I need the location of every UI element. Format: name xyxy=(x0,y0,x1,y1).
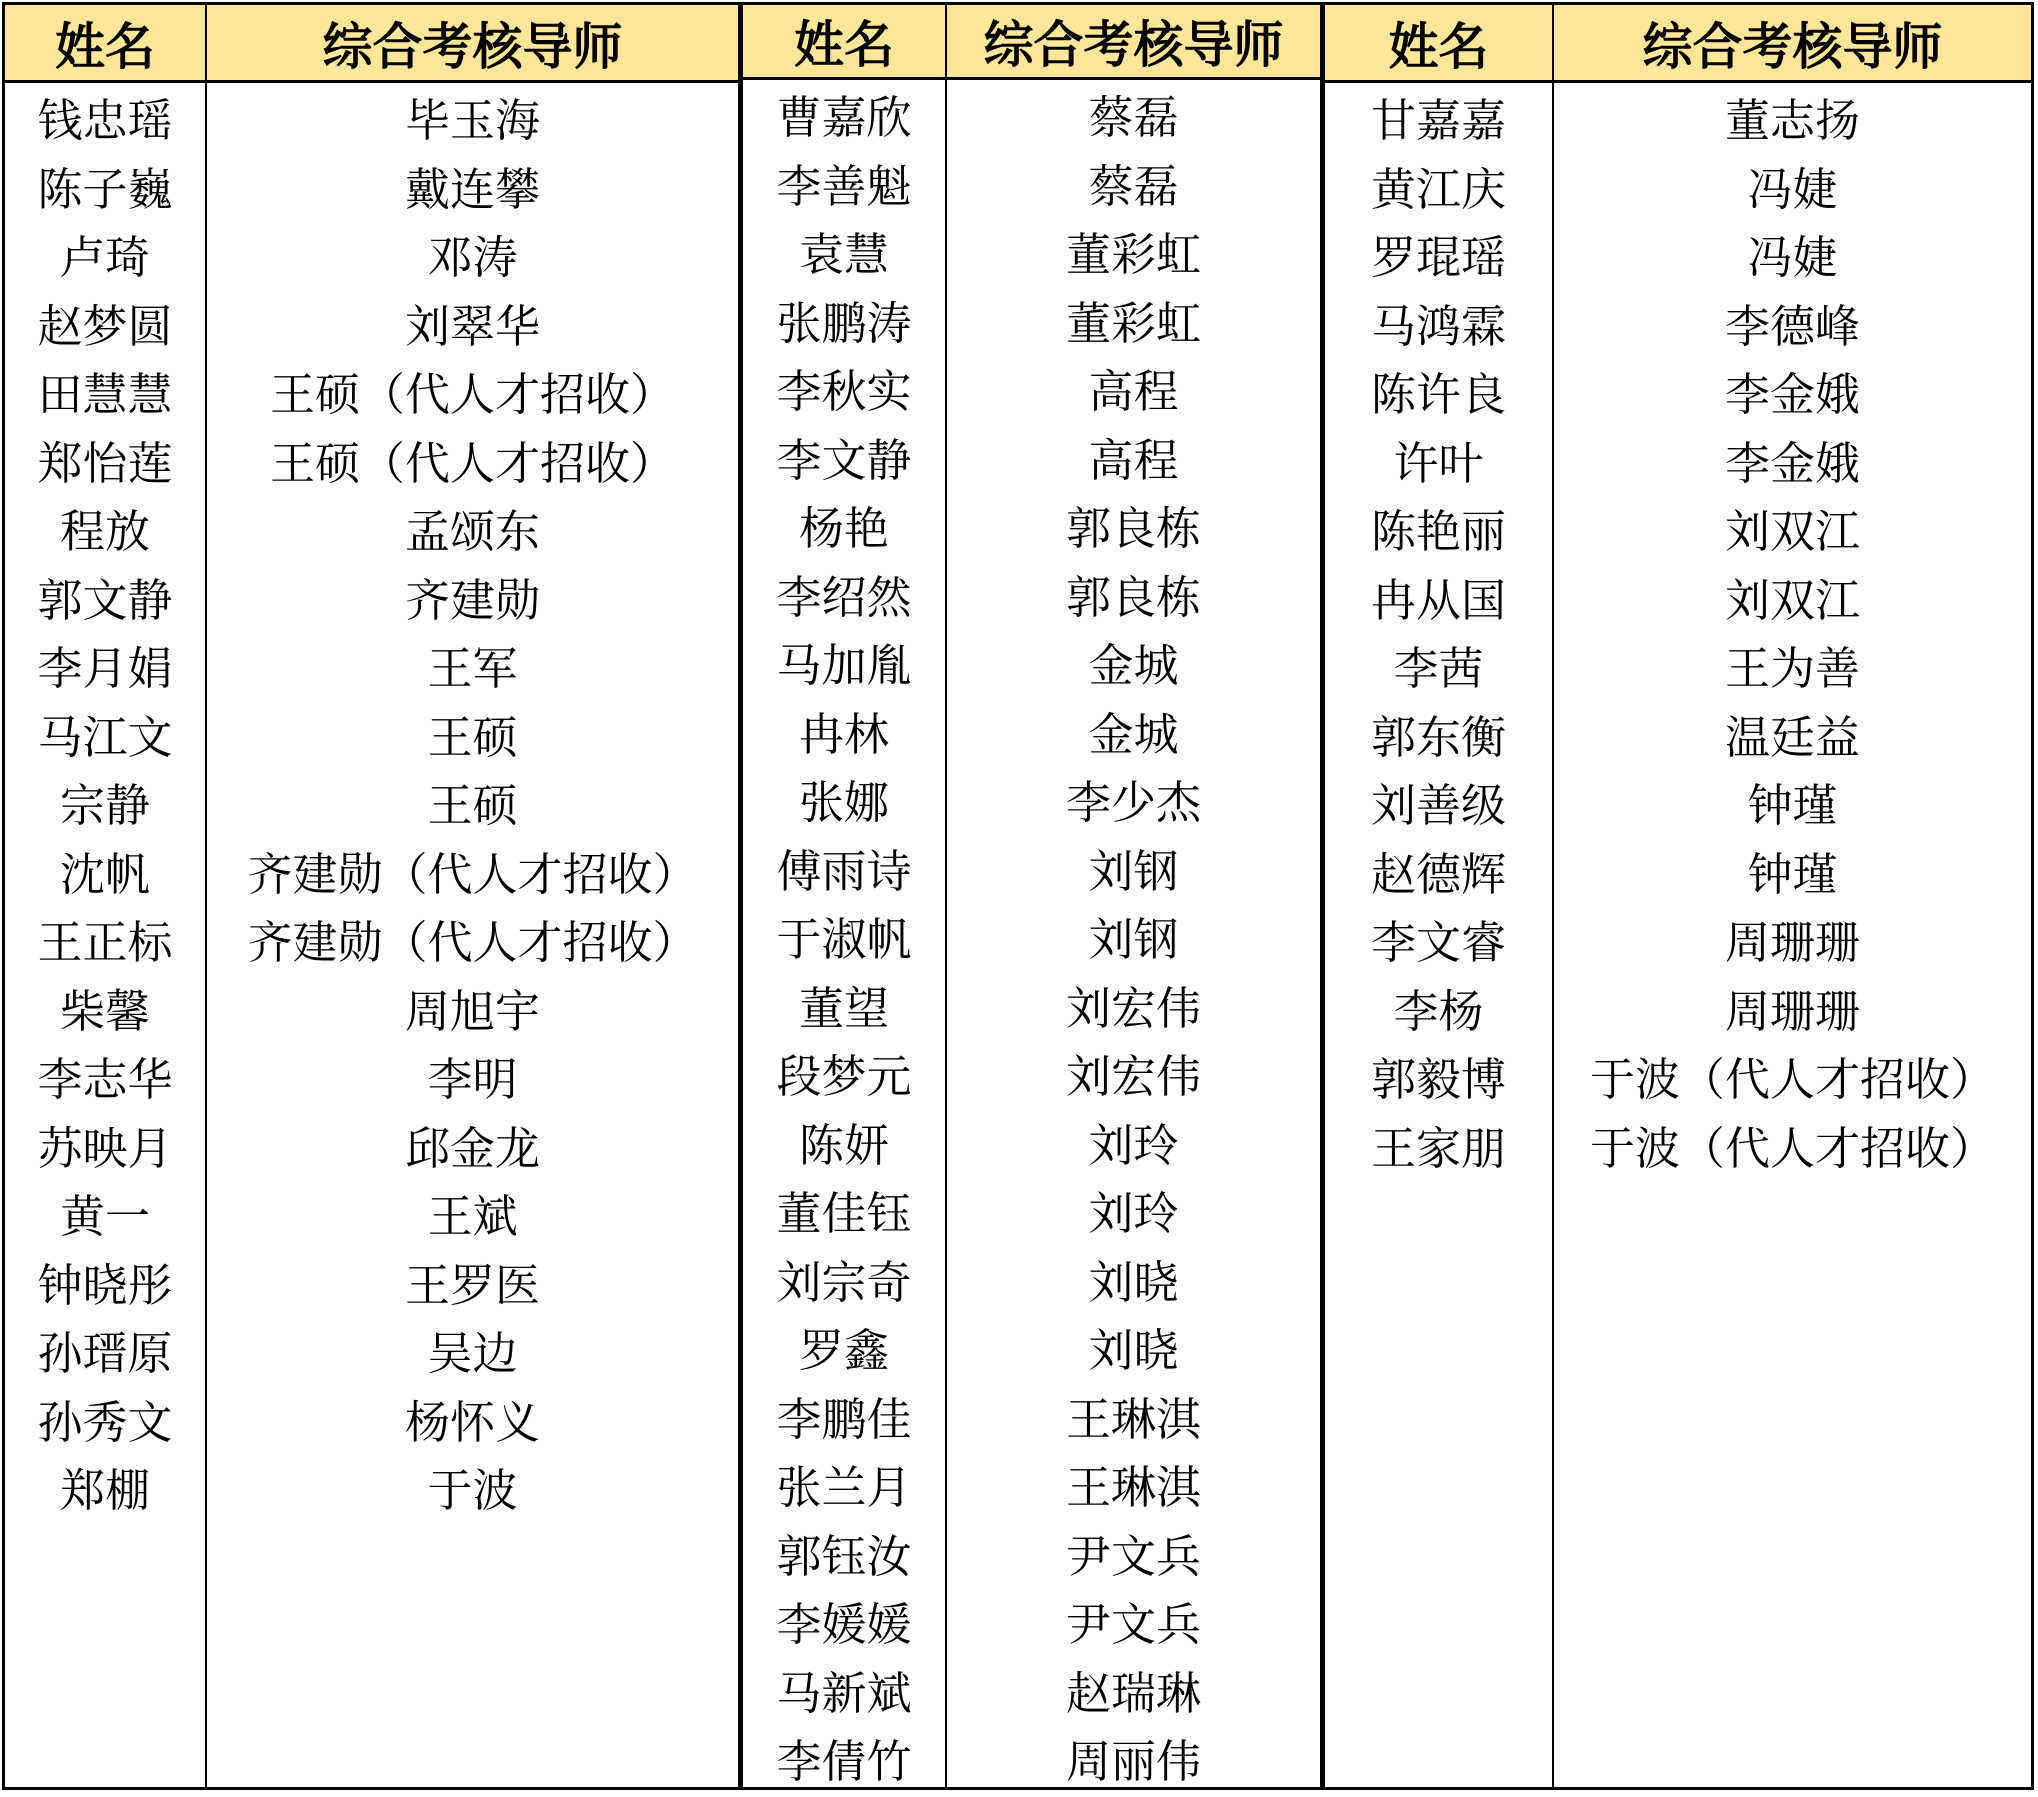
student-name-cell: 李善魁 xyxy=(776,159,912,213)
advisor-name-cell: 郭良栋 xyxy=(1065,502,1201,555)
advisor-name-cell: 戴连攀 xyxy=(404,162,540,216)
advisor-name-cell: 邓涛 xyxy=(427,231,518,284)
advisor-name-cell: 王硕 xyxy=(427,710,518,764)
student-name-cell: 田慧慧 xyxy=(37,368,173,421)
student-name-cell: 陈妍 xyxy=(798,1118,889,1172)
advisor-name-cell: 钟瑾 xyxy=(1747,779,1838,832)
student-name-cell: 程放 xyxy=(59,505,150,558)
student-name-cell: 卢琦 xyxy=(59,231,150,284)
advisor-name-cell: 刘钢 xyxy=(1088,913,1179,966)
advisor-name-cell: 刘双江 xyxy=(1724,505,1860,558)
advisor-name-cell: 董志扬 xyxy=(1724,94,1860,147)
student-name-cell: 陈艳丽 xyxy=(1370,505,1506,558)
student-name-cell: 赵梦圆 xyxy=(37,299,173,353)
advisor-name-cell: 齐建勋（代人才招收） xyxy=(247,847,698,901)
student-name-cell: 刘善级 xyxy=(1370,779,1506,832)
advisor-name-cell: 高程 xyxy=(1088,365,1179,418)
table-group-1 xyxy=(5,5,738,1787)
advisor-name-cell: 刘翠华 xyxy=(404,299,540,353)
advisor-name-cell: 周丽伟 xyxy=(1065,1735,1201,1788)
student-name-cell: 李文静 xyxy=(776,433,912,487)
student-name-cell: 郭钰汝 xyxy=(776,1529,912,1583)
student-name-cell: 赵德辉 xyxy=(1370,847,1506,901)
student-name-cell: 李鹏佳 xyxy=(776,1392,912,1446)
student-name-cell: 李月娟 xyxy=(37,642,173,695)
advisor-name-cell: 钟瑾 xyxy=(1747,847,1838,901)
student-name-cell: 郑怡莲 xyxy=(37,436,173,490)
advisor-name-cell: 李少杰 xyxy=(1065,776,1201,829)
student-name-cell: 陈许良 xyxy=(1370,368,1506,421)
name-header: 姓名 xyxy=(5,5,205,83)
student-name-cell: 郑棚 xyxy=(59,1464,150,1517)
student-name-cell: 钟晓彤 xyxy=(37,1258,173,1312)
student-name-cell: 宗静 xyxy=(59,779,150,832)
student-name-cell: 傅雨诗 xyxy=(776,844,912,898)
student-name-cell: 李杨 xyxy=(1393,984,1484,1038)
student-name-cell: 马鸿霖 xyxy=(1370,299,1506,353)
student-name-cell: 郭东衡 xyxy=(1370,710,1506,764)
student-name-cell: 王正标 xyxy=(37,916,173,969)
advisor-name-cell: 周旭宇 xyxy=(404,984,540,1038)
advisor-name-cell: 金城 xyxy=(1088,707,1179,761)
advisor-name-cell: 董彩虹 xyxy=(1065,228,1201,281)
advisor-name-cell: 王军 xyxy=(427,642,518,695)
advisor-name-cell: 王硕（代人才招收） xyxy=(269,368,675,421)
student-name-cell: 马加胤 xyxy=(776,639,912,692)
advisor-name-cell: 王琳淇 xyxy=(1065,1461,1201,1514)
student-name-cell: 马江文 xyxy=(37,710,173,764)
student-name-cell: 曹嘉欣 xyxy=(776,91,912,144)
advisor-name-cell: 刘双江 xyxy=(1724,573,1860,627)
advisor-name-cell: 王硕（代人才招收） xyxy=(269,436,675,490)
student-name-cell: 甘嘉嘉 xyxy=(1370,94,1506,147)
student-name-cell: 钱忠瑶 xyxy=(37,94,173,147)
name-header: 姓名 xyxy=(743,5,945,80)
advisor-name-cell: 王琳淇 xyxy=(1065,1392,1201,1446)
advisor-name-cell: 刘玲 xyxy=(1088,1187,1179,1240)
advisor-column xyxy=(947,5,1320,1787)
student-name-cell: 冉从国 xyxy=(1370,573,1506,627)
advisor-name-cell: 杨怀义 xyxy=(404,1395,540,1449)
advisor-name-cell: 刘宏伟 xyxy=(1065,1050,1201,1103)
student-name-cell: 郭毅博 xyxy=(1370,1053,1506,1106)
student-name-cell: 李茜 xyxy=(1393,642,1484,695)
advisor-name-cell: 刘钢 xyxy=(1088,844,1179,898)
student-name-cell: 陈子巍 xyxy=(37,162,173,216)
advisor-name-cell: 周珊珊 xyxy=(1724,916,1860,969)
advisor-name-cell: 于波（代人才招收） xyxy=(1589,1053,1995,1106)
advisor-name-cell: 周珊珊 xyxy=(1724,984,1860,1038)
student-name-cell: 罗琨瑶 xyxy=(1370,231,1506,284)
advisor-header: 综合考核导师 xyxy=(947,5,1320,80)
student-name-cell: 袁慧 xyxy=(798,228,889,281)
advisor-name-cell: 李明 xyxy=(427,1053,518,1106)
advisor-name-cell: 于波（代人才招收） xyxy=(1589,1121,1995,1175)
student-name-cell: 张兰月 xyxy=(776,1461,912,1514)
advisor-name-cell: 蔡磊 xyxy=(1088,159,1179,213)
advisor-name-cell: 刘宏伟 xyxy=(1065,981,1201,1035)
advisor-name-cell: 刘晓 xyxy=(1088,1324,1179,1377)
student-name-cell: 孙瑨原 xyxy=(37,1327,173,1380)
advisor-name-cell: 齐建勋（代人才招收） xyxy=(247,916,698,969)
advisor-name-cell: 赵瑞琳 xyxy=(1065,1666,1201,1720)
student-name-cell: 沈帆 xyxy=(59,847,150,901)
advisor-name-cell: 李金娥 xyxy=(1724,368,1860,421)
advisor-name-cell: 金城 xyxy=(1088,639,1179,692)
student-name-cell: 于淑帆 xyxy=(776,913,912,966)
advisor-name-cell: 邱金龙 xyxy=(404,1121,540,1175)
student-name-cell: 孙秀文 xyxy=(37,1395,173,1449)
student-name-cell: 冉林 xyxy=(798,707,889,761)
advisor-name-cell: 郭良栋 xyxy=(1065,570,1201,624)
student-name-cell: 李志华 xyxy=(37,1053,173,1106)
student-name-cell: 黄一 xyxy=(59,1190,150,1243)
name-header: 姓名 xyxy=(1325,5,1552,83)
student-name-cell: 郭文静 xyxy=(37,573,173,627)
assignment-table xyxy=(2,2,2034,1790)
advisor-name-cell: 温廷益 xyxy=(1724,710,1860,764)
student-name-cell: 李文睿 xyxy=(1370,916,1506,969)
name-column xyxy=(743,5,947,1787)
student-name-cell: 黄江庆 xyxy=(1370,162,1506,216)
student-name-cell: 刘宗奇 xyxy=(776,1255,912,1309)
advisor-name-cell: 高程 xyxy=(1088,433,1179,487)
advisor-name-cell: 董彩虹 xyxy=(1065,296,1201,350)
advisor-name-cell: 李德峰 xyxy=(1724,299,1860,353)
advisor-name-cell: 尹文兵 xyxy=(1065,1529,1201,1583)
name-column xyxy=(5,5,207,1787)
student-name-cell: 张鹏涛 xyxy=(776,296,912,350)
table-group-3 xyxy=(1320,5,2031,1787)
student-name-cell: 柴馨 xyxy=(59,984,150,1038)
advisor-header: 综合考核导师 xyxy=(207,5,738,83)
advisor-name-cell: 王罗医 xyxy=(404,1258,540,1312)
advisor-name-cell: 李金娥 xyxy=(1724,436,1860,490)
advisor-name-cell: 毕玉海 xyxy=(404,94,540,147)
advisor-column xyxy=(207,5,738,1787)
student-name-cell: 杨艳 xyxy=(798,502,889,555)
advisor-column xyxy=(1554,5,2031,1787)
student-name-cell: 李倩竹 xyxy=(776,1735,912,1788)
advisor-name-cell: 冯婕 xyxy=(1747,162,1838,216)
advisor-name-cell: 刘玲 xyxy=(1088,1118,1179,1172)
student-name-cell: 段梦元 xyxy=(776,1050,912,1103)
student-name-cell: 罗鑫 xyxy=(798,1324,889,1377)
advisor-name-cell: 吴边 xyxy=(427,1327,518,1380)
student-name-cell: 李秋实 xyxy=(776,365,912,418)
advisor-name-cell: 蔡磊 xyxy=(1088,91,1179,144)
student-name-cell: 苏映月 xyxy=(37,1121,173,1175)
advisor-name-cell: 尹文兵 xyxy=(1065,1598,1201,1651)
advisor-name-cell: 王硕 xyxy=(427,779,518,832)
advisor-name-cell: 王为善 xyxy=(1724,642,1860,695)
advisor-name-cell: 王斌 xyxy=(427,1190,518,1243)
advisor-header: 综合考核导师 xyxy=(1554,5,2031,83)
student-name-cell: 王家朋 xyxy=(1370,1121,1506,1175)
name-column xyxy=(1325,5,1554,1787)
student-name-cell: 许叶 xyxy=(1393,436,1484,490)
advisor-name-cell: 孟颂东 xyxy=(404,505,540,558)
table-group-2 xyxy=(738,5,1320,1787)
advisor-name-cell: 刘晓 xyxy=(1088,1255,1179,1309)
student-name-cell: 董望 xyxy=(798,981,889,1035)
student-name-cell: 马新斌 xyxy=(776,1666,912,1720)
student-name-cell: 张娜 xyxy=(798,776,889,829)
student-name-cell: 李绍然 xyxy=(776,570,912,624)
student-name-cell: 董佳钰 xyxy=(776,1187,912,1240)
student-name-cell: 李媛媛 xyxy=(776,1598,912,1651)
advisor-name-cell: 于波 xyxy=(427,1464,518,1517)
advisor-name-cell: 冯婕 xyxy=(1747,231,1838,284)
advisor-name-cell: 齐建勋 xyxy=(404,573,540,627)
